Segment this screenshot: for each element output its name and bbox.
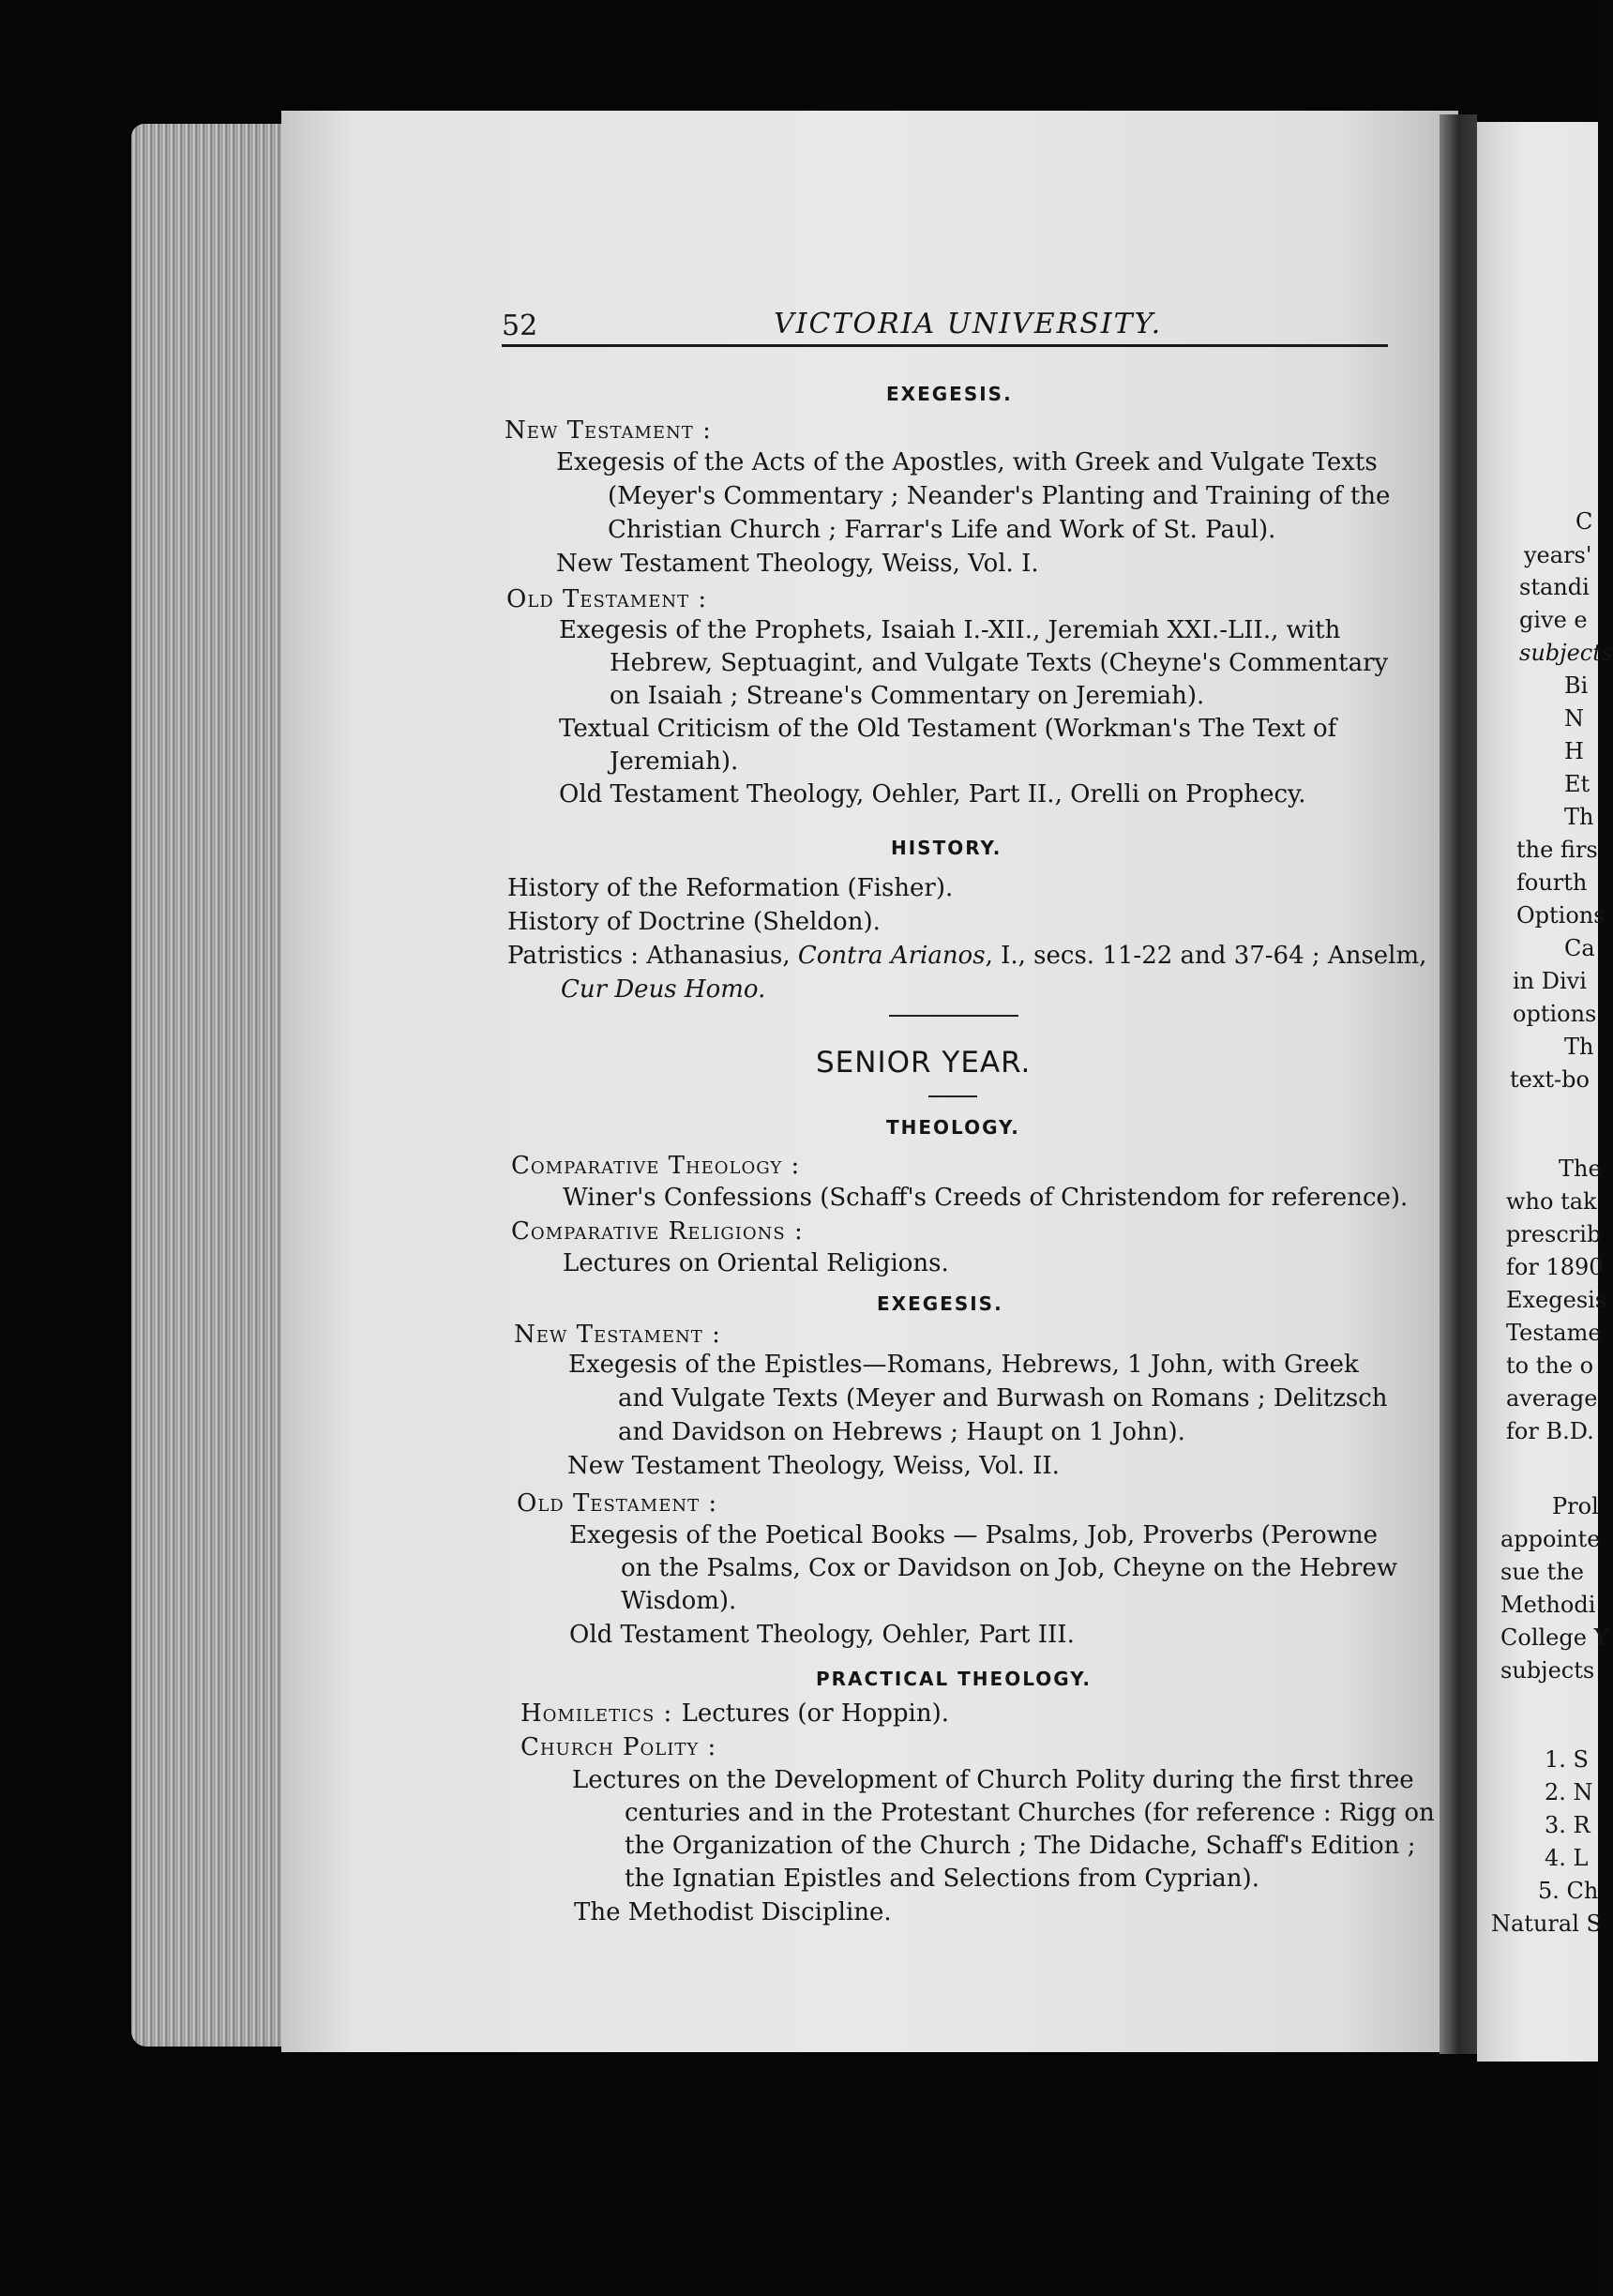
facing-text: Et: [1564, 771, 1590, 797]
facing-text: Ca: [1564, 935, 1595, 961]
facing-text: prescrib: [1506, 1221, 1602, 1247]
text-line: New Testament Theology, Weiss, Vol. II.: [567, 1452, 1060, 1480]
facing-text: 5. Ch: [1538, 1878, 1599, 1904]
text-line: on Isaiah ; Streane's Commentary on Jeremiah).: [610, 682, 1205, 710]
header-rule: [502, 344, 1388, 347]
section-heading-history: HISTORY.: [891, 837, 1002, 859]
facing-text: subjects: [1519, 640, 1613, 666]
facing-text: who tak: [1506, 1188, 1597, 1215]
text-line: and Vulgate Texts (Meyer and Burwash on Romans ; Delitzsch: [618, 1384, 1388, 1412]
new-testament-label: New Testament :: [514, 1321, 721, 1349]
church-polity-label: Church Polity :: [520, 1733, 717, 1761]
text-line: Christian Church ; Farrar's Life and Work of St. Paul).: [608, 516, 1276, 544]
left-page: [281, 111, 1458, 2052]
facing-text: sue the: [1500, 1559, 1584, 1585]
facing-text: for 1890: [1506, 1254, 1604, 1280]
old-testament-label: Old Testament :: [517, 1489, 718, 1518]
text-line: Lectures on the Development of Church Polity during the first three: [572, 1766, 1414, 1794]
section-divider: [889, 1015, 1018, 1017]
text-line: and Davidson on Hebrews ; Haupt on 1 John).: [618, 1418, 1185, 1446]
text-line: Exegesis of the Acts of the Apostles, with Greek and Vulgate Texts: [556, 448, 1378, 476]
facing-text: give e: [1519, 607, 1588, 633]
facing-text: 2. N: [1545, 1779, 1593, 1805]
facing-text: 4. L: [1545, 1845, 1589, 1871]
facing-text: Bi: [1564, 672, 1589, 699]
facing-text: Prol: [1552, 1493, 1599, 1519]
text-line: New Testament Theology, Weiss, Vol. I.: [556, 550, 1039, 578]
facing-text: years': [1524, 542, 1592, 568]
text-line: on the Psalms, Cox or Davidson on Job, Cheyne on the Hebrew: [621, 1554, 1398, 1582]
running-title: VICTORIA UNIVERSITY.: [774, 308, 1163, 340]
text-line: the Ignatian Epistles and Selections from Cyprian).: [625, 1865, 1259, 1893]
italic-title: Contra Arianos: [797, 942, 986, 970]
text-line: Old Testament Theology, Oehler, Part III.: [569, 1621, 1075, 1649]
homiletics-label: Homiletics :: [520, 1699, 682, 1728]
facing-text: subjects: [1500, 1657, 1595, 1684]
facing-text: Th: [1564, 1034, 1594, 1060]
facing-text: in Divi: [1513, 968, 1587, 994]
text-span: Patristics : Athanasius,: [507, 942, 798, 970]
comparative-religions-label: Comparative Religions :: [511, 1217, 804, 1246]
section-heading-theology: THEOLOGY.: [886, 1116, 1020, 1139]
text-line: (Meyer's Commentary ; Neander's Planting and Training of the: [608, 482, 1391, 510]
homiletics-line: [520, 1699, 949, 1728]
section-heading-exegesis: EXEGESIS.: [886, 383, 1013, 405]
facing-text: options: [1513, 1001, 1597, 1027]
text-line: Exegesis of the Epistles—Romans, Hebrews, 1 John, with Greek: [568, 1351, 1359, 1379]
facing-text: appointe: [1500, 1526, 1601, 1552]
facing-text: Exegesis: [1506, 1287, 1607, 1313]
facing-text: Th: [1564, 804, 1594, 830]
text-line: Winer's Confessions (Schaff's Creeds of Christendom for reference).: [563, 1184, 1409, 1212]
text-line: Exegesis of the Prophets, Isaiah I.-XII., Jeremiah XXI.-LII., with: [559, 616, 1341, 644]
facing-text: 1. S: [1545, 1746, 1589, 1773]
facing-text: the firs: [1516, 837, 1598, 863]
book-gutter: [1440, 114, 1477, 2054]
text-line: The Methodist Discipline.: [574, 1898, 892, 1926]
heading-divider: [928, 1095, 977, 1097]
comparative-theology-label: Comparative Theology :: [511, 1152, 801, 1180]
text-line: Exegesis of the Poetical Books — Psalms, Job, Proverbs (Perowne: [569, 1521, 1379, 1549]
facing-text: Options: [1516, 902, 1605, 929]
facing-text: The: [1559, 1156, 1602, 1182]
facing-text: for B.D.: [1506, 1418, 1594, 1444]
facing-text: Methodi: [1500, 1592, 1596, 1618]
text-line: History of the Reformation (Fisher).: [507, 874, 954, 902]
facing-text: 3. R: [1545, 1812, 1590, 1838]
facing-text: N: [1564, 705, 1584, 732]
facing-text: Testame: [1506, 1320, 1602, 1346]
text-line: Old Testament Theology, Oehler, Part II., Orelli on Prophecy.: [559, 780, 1306, 808]
text-line: centuries and in the Protestant Churches (for reference : Rigg on: [625, 1799, 1435, 1827]
text-line: Wisdom).: [621, 1587, 737, 1615]
running-header: [502, 310, 1388, 347]
new-testament-label: New Testament :: [505, 416, 712, 445]
old-testament-label: Old Testament :: [506, 585, 708, 613]
facing-text: to the o: [1506, 1352, 1594, 1379]
facing-text: text-bo: [1510, 1066, 1590, 1093]
facing-text: standi: [1519, 574, 1590, 600]
facing-text: Natural S: [1491, 1911, 1602, 1937]
italic-title: Cur Deus Homo.: [561, 975, 766, 1004]
page-edges: [131, 124, 300, 2047]
text-span: Lectures (or Hoppin).: [681, 1699, 949, 1728]
text-line: Lectures on Oriental Religions.: [563, 1249, 949, 1277]
facing-text: College Y: [1500, 1624, 1609, 1651]
text-span: , I., secs. 11-22 and 37-64 ; Anselm,: [985, 942, 1427, 970]
patristics-line: [507, 942, 1426, 970]
text-line: History of Doctrine (Sheldon).: [507, 908, 881, 936]
text-line: Hebrew, Septuagint, and Vulgate Texts (Cheyne's Commentary: [610, 649, 1389, 677]
senior-year-heading: SENIOR YEAR.: [816, 1046, 1032, 1080]
text-line: the Organization of the Church ; The Didache, Schaff's Edition ;: [625, 1832, 1416, 1860]
facing-text: average: [1506, 1385, 1598, 1412]
facing-text: fourth: [1516, 869, 1588, 896]
text-line: Jeremiah).: [610, 748, 739, 776]
text-line: Textual Criticism of the Old Testament (Workman's The Text of: [559, 715, 1337, 743]
page-number: 52: [502, 310, 538, 342]
section-heading-practical-theology: PRACTICAL THEOLOGY.: [816, 1668, 1092, 1690]
facing-text: H: [1564, 738, 1584, 764]
section-heading-exegesis: EXEGESIS.: [877, 1292, 1003, 1315]
facing-text: C: [1575, 508, 1593, 535]
